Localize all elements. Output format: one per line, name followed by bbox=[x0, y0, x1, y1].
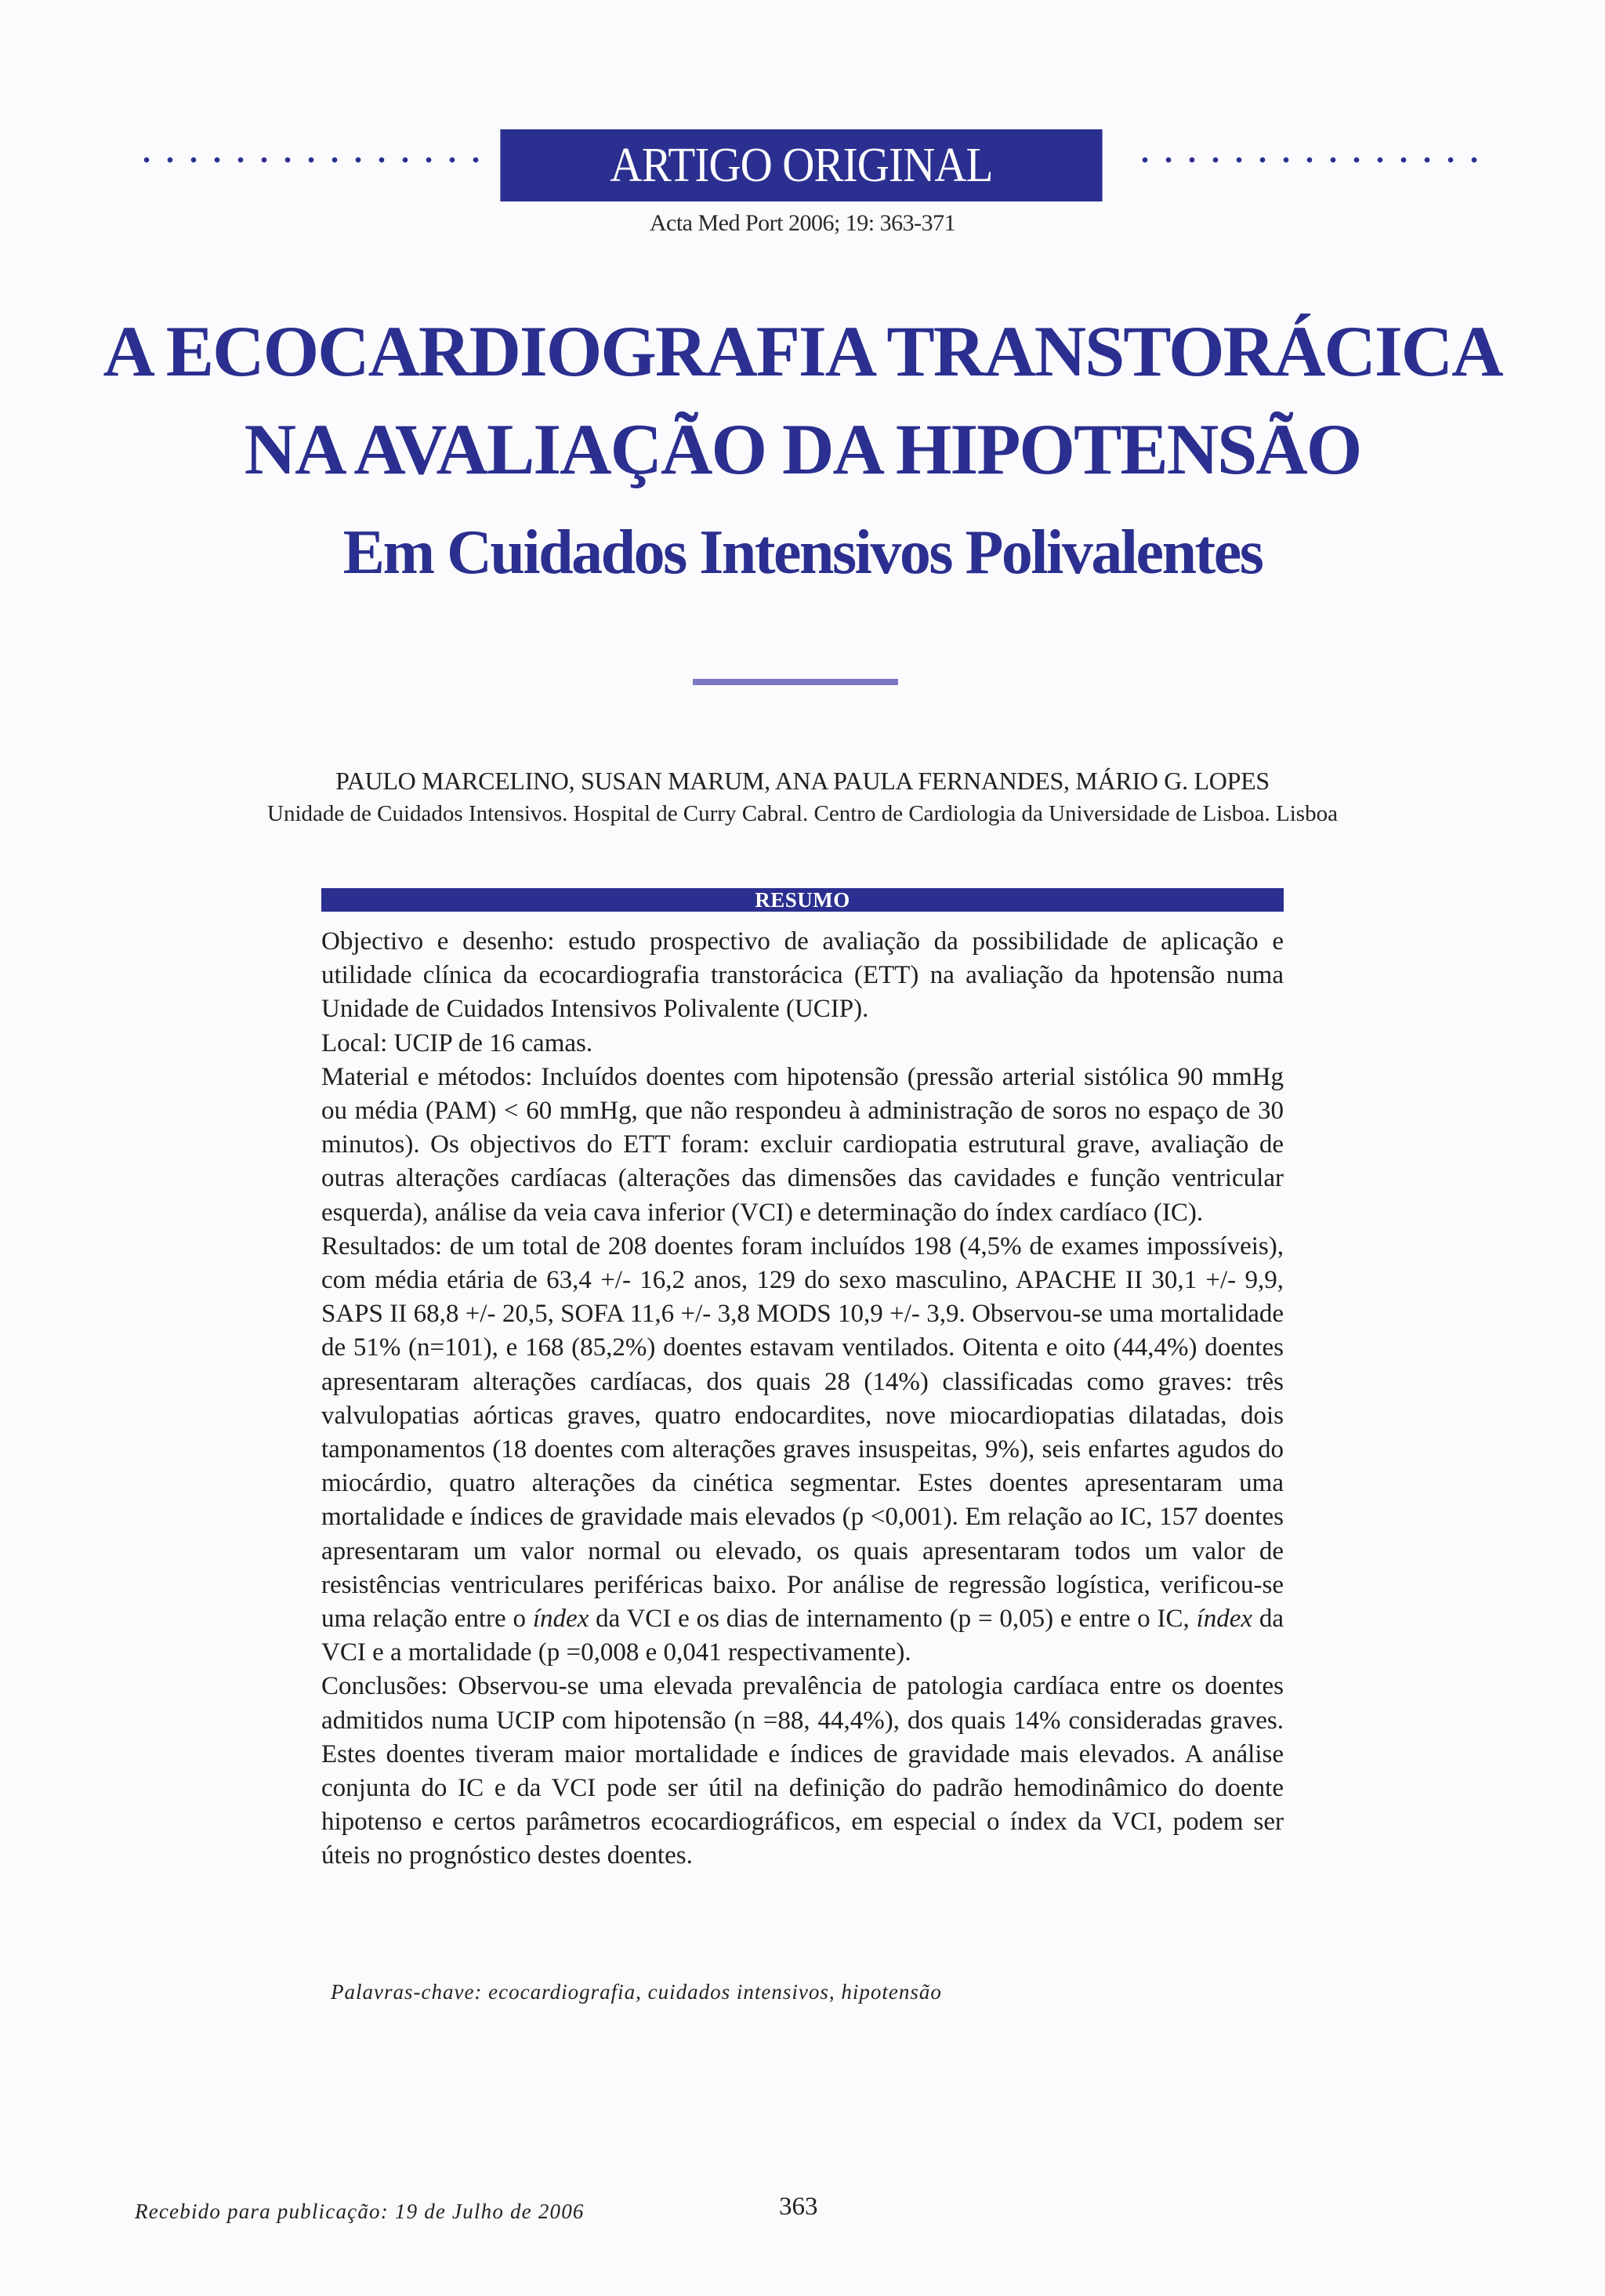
abstract-objective: Objectivo e desenho: estudo prospectivo de avaliação da possibilidade de aplicação e utilidade clínica da ecocardiografia transtorácica (ETT) na avaliação da hpotensão numa Unidade de Cuidados Intensivos Polivalente (UCIP). bbox=[321, 927, 1284, 1024]
title-line-1: A ECOCARDIOGRAFIA TRANSTORÁCICA bbox=[103, 311, 1502, 391]
author-list: PAULO MARCELINO, SUSAN MARUM, ANA PAULA FERNANDES, MÁRIO G. LOPES bbox=[335, 767, 1270, 795]
author-affiliation: Unidade de Cuidados Intensivos. Hospital de Curry Cabral. Centro de Cardiologia da Universidade de Lisboa. Lisboa bbox=[267, 801, 1338, 826]
received-date: Recebido para publicação: 19 de Julho de 2006 bbox=[135, 2200, 585, 2223]
abstract-results-part-a: Resultados: de um total de 208 doentes foram incluídos 198 (4,5% de exames impossíveis), com média etária de 63,4 +/- 16,2 anos, 129 do sexo masculino, APACHE II 30,1 +/- 9,9, SAPS II 68,8 +/- 20,5, SOFA 11,6 +/- 3,8 MODS 10,9 +/- 3,9. Observou-se uma mortalidade de 51% (n=101), e 168 (85,2%) doentes estavam ventilados. Oitenta e oito (44,4%) doentes apresentaram alterações cardíacas, dos quais 28 (14%) classificadas como graves: três valvulopatias aórticas graves, quatro endocardites, nove miocardiopatias dilatadas, dois tamponamentos (18 doentes com alterações graves insuspeitas, 9%), seis enfartes agudos do miocárdio, quatro alterações da cinética segmentar. Estes doentes apresentaram uma mortalidade e índices de gravidade mais elevados (p <0,001). Em relação ao IC, 157 doentes apresentaram um valor normal ou elevado, os quais apresentaram todos um valor de resistências ventriculares periféricas baixo. Por análise de regressão logística, verificou-se uma relação entre o bbox=[321, 1231, 1284, 1634]
journal-citation: Acta Med Port 2006; 19: 363-371 bbox=[649, 210, 956, 236]
abstract-results-index-term: índex bbox=[532, 1605, 589, 1634]
decorative-dots-right bbox=[1133, 157, 1486, 163]
abstract-heading: RESUMO bbox=[321, 888, 1284, 912]
title-line-2: NA AVALIAÇÃO DA HIPOTENSÃO bbox=[244, 409, 1361, 489]
page-number: 363 bbox=[779, 2193, 818, 2221]
abstract-methods: Material e métodos: Incluídos doentes com hipotensão (pressão arterial sistólica 90 mmHg ou média (PAM) < 60 mmHg, que não respondeu à administração de soros no espaço de 30 minutos). Os objectivos do ETT foram: excluir cardiopatia estrutural grave, avaliação de outras alterações cardíacas (alterações das dimensões das cavidades e função ventricular esquerda), análise da veia cava inferior (VCI) e determinação do índex cardíaco (IC). bbox=[321, 1062, 1284, 1227]
title-divider bbox=[693, 679, 898, 685]
abstract-results bbox=[321, 1230, 1284, 1670]
section-banner: ARTIGO ORIGINAL bbox=[500, 129, 1102, 201]
abstract-body bbox=[321, 925, 1284, 1873]
abstract-conclusions: Conclusões: Observou-se uma elevada prevalência de patologia cardíaca entre os doentes admitidos numa UCIP com hipotensão (n =88, 44,4%), dos quais 14% consideradas graves. Estes doentes tiveram maior mortalidade e índices de gravidade mais elevados. A análise conjunta do IC e da VCI pode ser útil na definição do padrão hemodinâmico do doente hipotenso e certos parâmetros ecocardiográficos, em especial o índex da VCI, podem ser úteis no prognóstico destes doentes. bbox=[321, 1672, 1284, 1870]
abstract-results-part-c: da VCI e a mortalidade (p =0,008 e 0,041 respectivamente). bbox=[321, 1605, 1284, 1667]
abstract-local: Local: UCIP de 16 camas. bbox=[321, 1028, 593, 1057]
abstract-results-part-b: da VCI e os dias de internamento (p = 0,05) e entre o IC, bbox=[589, 1605, 1197, 1634]
keywords: Palavras-chave: ecocardiografia, cuidados intensivos, hipotensão bbox=[331, 1980, 942, 2004]
abstract-results-index-term-2: índex bbox=[1196, 1605, 1253, 1634]
decorative-dots-left bbox=[135, 157, 480, 163]
title-subtitle: Em Cuidados Intensivos Polivalentes bbox=[342, 518, 1263, 587]
